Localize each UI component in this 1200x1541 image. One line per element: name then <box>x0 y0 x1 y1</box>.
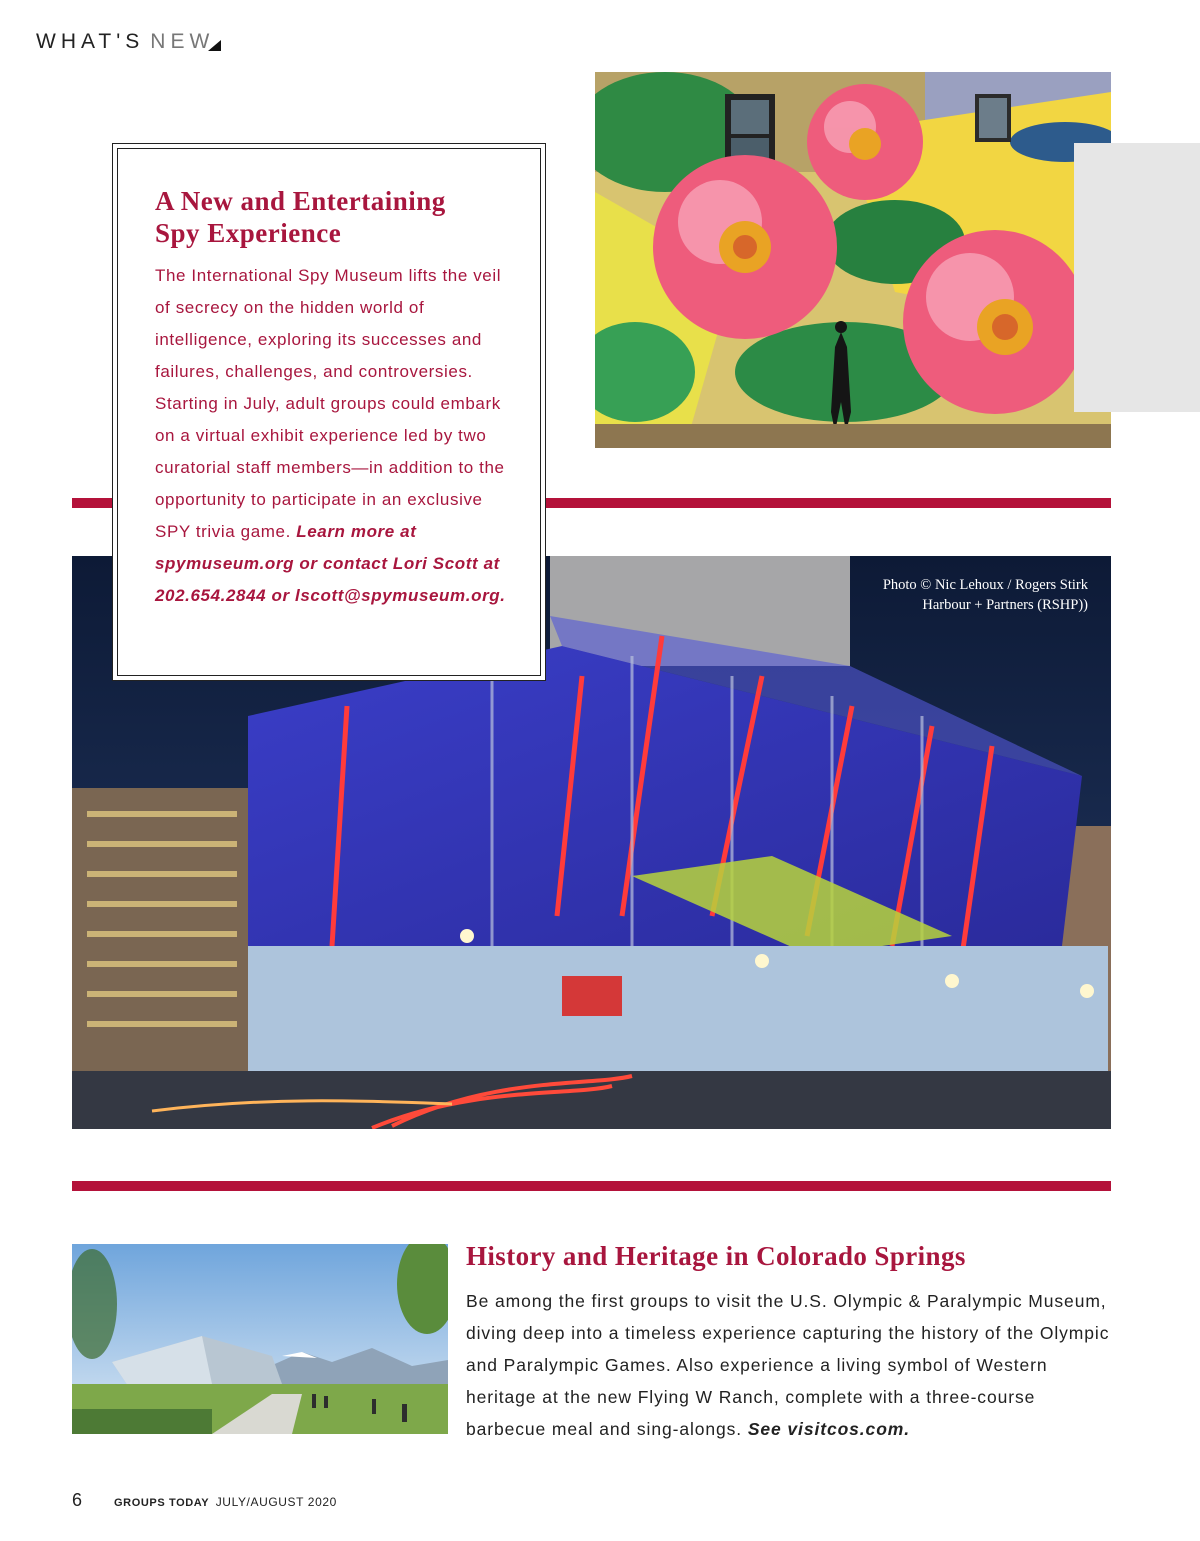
flower-mural-photo <box>595 72 1111 448</box>
red-divider-bottom <box>72 1181 1111 1191</box>
spy-feature-body <box>155 260 517 612</box>
section-header <box>36 30 214 54</box>
colorado-feature-body <box>466 1285 1116 1445</box>
spy-feature-title: A New and Entertaining Spy Experience <box>155 186 446 248</box>
colorado-feature-title: History and Heritage in Colorado Springs <box>466 1241 966 1271</box>
page-footer <box>72 1490 337 1511</box>
gray-side-tab <box>1074 143 1200 412</box>
page-number: 6 <box>72 1490 83 1510</box>
olympic-museum-photo <box>72 1244 448 1434</box>
spy-learn-more-link[interactable]: Learn more at spymuseum.org or contact Lori Scott at 202.654.2844 or lscott@spymuseum.org. <box>155 522 506 605</box>
spy-feature-text: The International Spy Museum lifts the veil of secrecy on the hidden world of intelligence, exploring its successes and failures, challenges, and controversies. Starting in July, adult groups could embark on a virtual exhibit experience led by two curatorial staff members—in addition to the opportunity to participate in an exclusive SPY trivia game. <box>155 266 505 541</box>
magazine-name: GROUPS TODAY <box>114 1497 210 1509</box>
section-header-word1: WHAT'S <box>36 30 145 53</box>
photo-credit: Photo © Nic Lehoux / Rogers Stirk Harbour + Partners (RSHP)) <box>882 577 1088 613</box>
issue-date: JULY/AUGUST 2020 <box>215 1495 337 1509</box>
colorado-feature-text: Be among the first groups to visit the U.S. Olympic & Paralympic Museum, diving deep into a timeless experience capturing the history of the Olympic and Paralympic Games. Also experience a living symbol of Western heritage at the new Flying W Ranch, complete with a three-course barbecue meal and sing-alongs. <box>466 1291 1110 1439</box>
visitcos-link[interactable]: See visitcos.com. <box>747 1419 911 1439</box>
spy-feature-box <box>112 143 546 681</box>
section-header-word2: NEW <box>150 30 215 53</box>
triangle-marker-icon <box>208 40 221 51</box>
